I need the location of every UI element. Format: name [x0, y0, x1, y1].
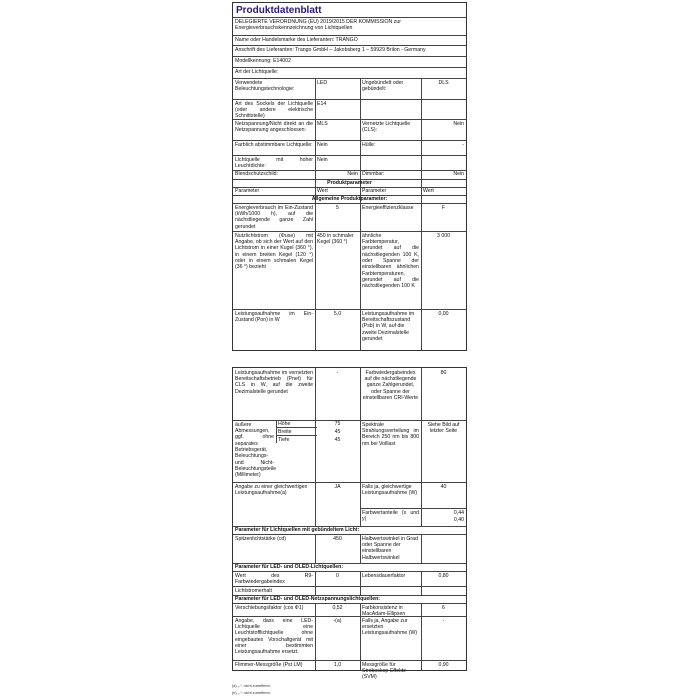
energy-class-value: F [441, 204, 446, 211]
mains-label: Netzspannung/Nicht direkt an die Netzspannung angeschlossen: [235, 120, 313, 133]
equiv-power-claim-value: JA [334, 483, 341, 490]
envelope-label: Hülle: [362, 141, 376, 148]
cap-type-value: E14 [317, 100, 327, 107]
r9-value: 0 [336, 572, 339, 579]
networked-standby-label: Leistungsaufnahme im vernetzten Bereitschaftsbetrieb (Pnet) für CLS in W, auf die zweite Dezimalstelle gerundet [235, 369, 313, 395]
lumen-maintenance-label: Lichtstromerhalt [235, 587, 272, 594]
high-luminance-value: Nein [317, 156, 328, 163]
fluorescent-power-value: - [442, 617, 445, 624]
light-source-type-header: Art der Lichtquelle: [235, 68, 279, 75]
spd-label: Spektrale Strahlungsverteilung im Bereich 250 nm bis 800 nm bei Volllast [362, 421, 419, 447]
connected-value: Nein [453, 120, 464, 127]
depth-label: Tiefe [278, 436, 290, 443]
envelope-value: - [462, 141, 464, 148]
beam-angle-value [421, 535, 466, 536]
flicker-label: Flimmer-Messgröße (Pst LM) [235, 661, 303, 668]
anti-glare-value: Nein [347, 171, 358, 177]
equiv-power-claim-label: Angabe zu einer gleichwertigen Leistungsaufnahme(a) [235, 483, 308, 496]
survival-label: Lebensdauerfaktor [362, 572, 406, 579]
lumen-maintenance-value [315, 587, 360, 588]
high-luminance-label: Lichtquelle mit hoher Leuchtdichte: [235, 156, 313, 169]
spd-value: Siehe Bild auf letzter Seite [427, 421, 460, 434]
cri-value: 80 [440, 369, 447, 376]
datasheet-page-1 [232, 2, 467, 351]
anti-glare-label: Blendschutzschild: [235, 171, 278, 177]
page-title: Produktdatenblatt [236, 4, 322, 16]
col-param-2: Parameter [362, 188, 387, 194]
height-label: Höhe [278, 421, 291, 427]
general-params-header: Allgemeine Produktparameter: [311, 196, 388, 202]
networked-standby-value: - [336, 369, 339, 376]
on-mode-power-label: Leistungsaufnahme im Ein-Zustand (Pon) in W [235, 310, 313, 323]
connected-label: Vernetzte Lichtquelle (CLS): [362, 120, 411, 133]
colour-tunable-value: Nein [317, 141, 328, 148]
col-value-1: Wert [317, 188, 328, 194]
dimmable-value: Nein [453, 171, 464, 177]
energy-class-label: Energieeffizienzklasse [362, 204, 414, 211]
dimmable-label: Dimmbar: [362, 171, 385, 177]
width-value: 45 [334, 428, 341, 435]
model-id: Modellkennung: E14002 [235, 57, 291, 64]
r9-label: Wert des R9-Farbwiedergabeindex [235, 572, 313, 585]
luminous-flux-value: 450 in schmaler Kegel (360 °) [317, 232, 354, 245]
datasheet-page-2 [232, 367, 467, 681]
width-label: Breite [278, 428, 292, 435]
energy-consumption-value: 5 [336, 204, 339, 211]
chromaticity-x: 0,44 [453, 509, 464, 516]
height-value: 75 [334, 421, 341, 427]
mains-value: MLS [317, 120, 328, 127]
mains-led-header: Parameter für LED- und OLED-Netzspannungslichtquellen: [235, 596, 380, 602]
stroboscopic-value: 0,90 [438, 661, 449, 668]
depth-value: 45 [334, 436, 341, 443]
chromaticity-y: 0,40 [453, 516, 464, 523]
standby-power-value: 0,00 [438, 310, 449, 317]
equiv-power-value: 40 [440, 483, 447, 490]
flicker-value: 1,0 [333, 661, 342, 668]
supplier-address: Anschrift des Lieferanten: Trango GmbH – Jakobsberg 1 – 59929 Brilon - Germany [235, 46, 426, 53]
col-param-1: Parameter [235, 188, 260, 194]
stroboscopic-label: Messgröße für Stroboskop-Effekte (SVM) [362, 661, 407, 681]
displacement-label: Verschiebungsfaktor (cos Φ1) [235, 604, 304, 611]
energy-consumption-label: Energieverbrauch im Ein-Zustand (kWh/1000 h), auf die nächstliegende ganze Zahl gerundet [235, 204, 313, 230]
product-params-header: Produktparameter [327, 180, 372, 186]
lighting-tech-label: Verwendete Beleuchtungstechnologie: [235, 79, 295, 92]
supplier-name: Name oder Handelsmarke des Lieferanten: TRANGO [235, 36, 358, 43]
standby-power-label: Leistungsaufnahme im Bereitschaftszustand (Psb) in W, auf die zweite Dezimalstelle gerundet [362, 310, 415, 342]
non-directional-label: Ungebündelt oder gebündelt: [362, 79, 404, 92]
cct-label: ähnliche Farbtemperatur, gerundet auf die nächstliegenden 100 K, oder Spanne der einstellbaren ähnlichen Farbtemperaturen, gerundet auf die nächstliegenden 100 K [362, 232, 419, 290]
displacement-value: 0,52 [332, 604, 343, 611]
footnote-b: (b) „-“: nicht zutreffend; [232, 691, 271, 695]
survival-value: 0,80 [438, 572, 449, 579]
fluorescent-claim-label: Angabe, dass eine LED-Lichtquelle eine Leuchtstofflichtquelle ohne eingebautes Vorschaltgerät mit einer bestimmten Leistungsaufnahme ersetzt. [235, 617, 313, 656]
footnote-a: (a) „-“: nicht zutreffend; [232, 684, 271, 688]
equiv-power-label: Falls ja, gleichwertige Leistungsaufnahme (W) [362, 483, 418, 496]
dimensions-label: äußere Abmessungen, ggf. ohne separates Betriebsgerät, Beleuchtungs- und Nicht-Beleuchtungsteile (Millimeter) [235, 421, 276, 479]
beam-angle-label: Halbwertswinkel in Grad oder Spanne der einstellbaren Halbwertswinkel [362, 535, 418, 561]
peak-intensity-label: Spitzenlichtstärke (cd) [235, 535, 287, 542]
chromaticity-label: Farbwertanteile (x und y) [362, 509, 419, 522]
regulation-text: DELEGIERTE VERORDNUNG (EU) 2019/2015 DER KOMMISSION zur Energieverbrauchskennzeichnung von Lichtquellen [235, 18, 401, 31]
non-directional-value: DLS [438, 79, 449, 86]
colour-tunable-label: Farblich abstimmbare Lichtquelle: [235, 141, 313, 148]
luminous-flux-label: Nutzlichtstrom (Φuse) mit Angabe, ob sich der Wert auf den Lichtstrom in einer Kugel (360 °), in einem breiten Kegel (120 °) oder in einem schmalen Kegel (36 °) bezieht [235, 232, 313, 271]
peak-intensity-value: 450 [333, 535, 342, 542]
on-mode-power-value: 5,0 [333, 310, 342, 317]
led-header: Parameter für LED- und OLED-Lichtquellen: [235, 564, 344, 570]
colour-consistency-label: Farbkonsistenz in MacAdam-Ellipsen [362, 604, 406, 617]
fluorescent-claim-value: -(a) [333, 617, 342, 624]
cap-type-label: Art des Sockels der Lichtquelle (oder andere elektrische Schnittstelle) [235, 100, 313, 120]
fluorescent-power-label: Falls ja, Angabe zur ersetzten Leistungsaufnahme (W) [362, 617, 418, 637]
dls-header: Parameter für Lichtquellen mit gebündeltem Licht: [235, 527, 360, 533]
cct-value: 3 000 [437, 232, 450, 239]
lighting-tech-value: LED [317, 79, 328, 86]
col-value-2: Wert [423, 188, 434, 194]
cri-label: Farbwiedergabeindex auf die nächstliegende ganze Zahlgerundet, oder Spanne der einstellbaren CRI-Werte [362, 369, 419, 401]
colour-consistency-value: 6 [442, 604, 445, 611]
